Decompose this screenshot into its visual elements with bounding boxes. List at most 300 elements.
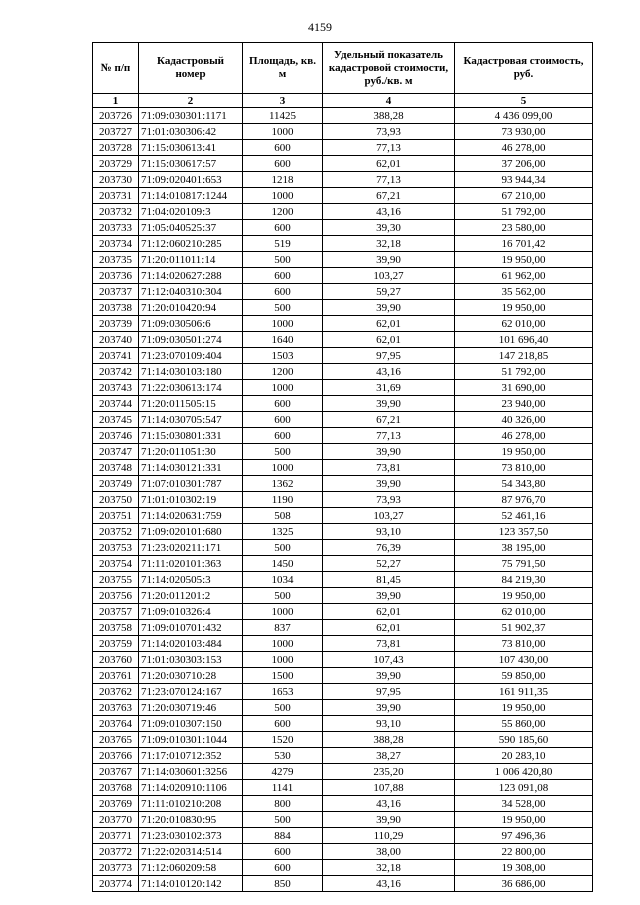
- cadastral-value-cell: 4 436 099,00: [455, 108, 593, 124]
- cadastral-number-cell: 71:17:010712:352: [139, 748, 243, 764]
- specific-value-cell: 39,90: [323, 300, 455, 316]
- row-number-cell: 203745: [93, 412, 139, 428]
- row-number-cell: 203746: [93, 428, 139, 444]
- cadastral-number-cell: 71:15:030617:57: [139, 156, 243, 172]
- table-row: [93, 604, 593, 620]
- table-row: [93, 316, 593, 332]
- cadastral-number-cell: 71:01:030303:153: [139, 652, 243, 668]
- specific-value-cell: 39,90: [323, 252, 455, 268]
- row-number-cell: 203750: [93, 492, 139, 508]
- cadastral-number-cell: 71:09:020101:680: [139, 524, 243, 540]
- row-number-cell: 203740: [93, 332, 139, 348]
- specific-value-cell: 39,90: [323, 588, 455, 604]
- area-cell: 1000: [243, 380, 323, 396]
- specific-value-cell: 39,30: [323, 220, 455, 236]
- area-cell: 1325: [243, 524, 323, 540]
- specific-value-cell: 93,10: [323, 524, 455, 540]
- column-number: 4: [323, 94, 455, 108]
- row-number-cell: 203761: [93, 668, 139, 684]
- cadastral-value-table: [92, 42, 593, 892]
- cadastral-number-cell: 71:12:040310:304: [139, 284, 243, 300]
- specific-value-cell: 93,10: [323, 716, 455, 732]
- cadastral-value-cell: 20 283,10: [455, 748, 593, 764]
- table-row: [93, 652, 593, 668]
- cadastral-number-cell: 71:09:020401:653: [139, 172, 243, 188]
- specific-value-cell: 39,90: [323, 444, 455, 460]
- area-cell: 800: [243, 796, 323, 812]
- row-number-cell: 203742: [93, 364, 139, 380]
- cadastral-number-cell: 71:14:030103:180: [139, 364, 243, 380]
- specific-value-cell: 73,81: [323, 636, 455, 652]
- table-row: [93, 764, 593, 780]
- column-number-row: [93, 94, 593, 108]
- cadastral-value-cell: 23 580,00: [455, 220, 593, 236]
- specific-value-cell: 62,01: [323, 156, 455, 172]
- specific-value-cell: 103,27: [323, 268, 455, 284]
- cadastral-number-cell: 71:11:020101:363: [139, 556, 243, 572]
- table-row: [93, 252, 593, 268]
- area-cell: 1190: [243, 492, 323, 508]
- table-row: [93, 348, 593, 364]
- area-cell: 1503: [243, 348, 323, 364]
- cadastral-number-cell: 71:15:030801:331: [139, 428, 243, 444]
- header-cadastral-number: Кадастровый номер: [139, 43, 243, 94]
- table-row: [93, 156, 593, 172]
- row-number-cell: 203733: [93, 220, 139, 236]
- cadastral-number-cell: 71:09:010326:4: [139, 604, 243, 620]
- specific-value-cell: 73,81: [323, 460, 455, 476]
- table-row: [93, 236, 593, 252]
- specific-value-cell: 77,13: [323, 172, 455, 188]
- area-cell: 519: [243, 236, 323, 252]
- row-number-cell: 203727: [93, 124, 139, 140]
- row-number-cell: 203771: [93, 828, 139, 844]
- specific-value-cell: 235,20: [323, 764, 455, 780]
- header-area: Площадь, кв. м: [243, 43, 323, 94]
- row-number-cell: 203737: [93, 284, 139, 300]
- cadastral-value-cell: 19 950,00: [455, 700, 593, 716]
- cadastral-value-cell: 84 219,30: [455, 572, 593, 588]
- specific-value-cell: 110,29: [323, 828, 455, 844]
- cadastral-value-cell: 147 218,85: [455, 348, 593, 364]
- area-cell: 1000: [243, 316, 323, 332]
- area-cell: 600: [243, 716, 323, 732]
- table-row: [93, 780, 593, 796]
- specific-value-cell: 77,13: [323, 428, 455, 444]
- table-row: [93, 220, 593, 236]
- row-number-cell: 203759: [93, 636, 139, 652]
- area-cell: 600: [243, 844, 323, 860]
- table-row: [93, 492, 593, 508]
- specific-value-cell: 38,00: [323, 844, 455, 860]
- table-row: [93, 668, 593, 684]
- cadastral-number-cell: 71:23:070124:167: [139, 684, 243, 700]
- cadastral-number-cell: 71:09:010307:150: [139, 716, 243, 732]
- row-number-cell: 203758: [93, 620, 139, 636]
- row-number-cell: 203766: [93, 748, 139, 764]
- cadastral-number-cell: 71:20:011051:30: [139, 444, 243, 460]
- table-row: [93, 204, 593, 220]
- specific-value-cell: 39,90: [323, 396, 455, 412]
- specific-value-cell: 107,43: [323, 652, 455, 668]
- area-cell: 500: [243, 540, 323, 556]
- area-cell: 600: [243, 412, 323, 428]
- table-row: [93, 636, 593, 652]
- row-number-cell: 203768: [93, 780, 139, 796]
- table-row: [93, 188, 593, 204]
- cadastral-value-cell: 62 010,00: [455, 316, 593, 332]
- specific-value-cell: 39,90: [323, 812, 455, 828]
- specific-value-cell: 52,27: [323, 556, 455, 572]
- cadastral-number-cell: 71:14:020910:1106: [139, 780, 243, 796]
- specific-value-cell: 31,69: [323, 380, 455, 396]
- cadastral-number-cell: 71:22:020314:514: [139, 844, 243, 860]
- table-row: [93, 284, 593, 300]
- area-cell: 500: [243, 588, 323, 604]
- specific-value-cell: 59,27: [323, 284, 455, 300]
- area-cell: 850: [243, 876, 323, 892]
- cadastral-value-cell: 73 930,00: [455, 124, 593, 140]
- area-cell: 600: [243, 268, 323, 284]
- row-number-cell: 203736: [93, 268, 139, 284]
- area-cell: 1000: [243, 124, 323, 140]
- row-number-cell: 203739: [93, 316, 139, 332]
- cadastral-value-cell: 19 950,00: [455, 812, 593, 828]
- specific-value-cell: 67,21: [323, 188, 455, 204]
- table-row: [93, 700, 593, 716]
- row-number-cell: 203744: [93, 396, 139, 412]
- cadastral-value-cell: 590 185,60: [455, 732, 593, 748]
- cadastral-value-cell: 87 976,70: [455, 492, 593, 508]
- table-row: [93, 860, 593, 876]
- table-row: [93, 844, 593, 860]
- specific-value-cell: 73,93: [323, 492, 455, 508]
- specific-value-cell: 43,16: [323, 796, 455, 812]
- row-number-cell: 203751: [93, 508, 139, 524]
- cadastral-value-cell: 97 496,36: [455, 828, 593, 844]
- cadastral-number-cell: 71:15:030613:41: [139, 140, 243, 156]
- cadastral-value-cell: 19 950,00: [455, 300, 593, 316]
- cadastral-value-cell: 54 343,80: [455, 476, 593, 492]
- area-cell: 1218: [243, 172, 323, 188]
- cadastral-value-cell: 34 528,00: [455, 796, 593, 812]
- cadastral-value-cell: 55 860,00: [455, 716, 593, 732]
- table-row: [93, 732, 593, 748]
- area-cell: 1000: [243, 188, 323, 204]
- area-cell: 600: [243, 220, 323, 236]
- table-row: [93, 620, 593, 636]
- area-cell: 1200: [243, 204, 323, 220]
- cadastral-number-cell: 71:20:011201:2: [139, 588, 243, 604]
- row-number-cell: 203732: [93, 204, 139, 220]
- row-number-cell: 203730: [93, 172, 139, 188]
- cadastral-number-cell: 71:23:070109:404: [139, 348, 243, 364]
- cadastral-value-cell: 62 010,00: [455, 604, 593, 620]
- row-number-cell: 203756: [93, 588, 139, 604]
- table-row: [93, 588, 593, 604]
- table-row: [93, 396, 593, 412]
- row-number-cell: 203753: [93, 540, 139, 556]
- area-cell: 600: [243, 428, 323, 444]
- area-cell: 500: [243, 444, 323, 460]
- cadastral-value-cell: 19 950,00: [455, 588, 593, 604]
- specific-value-cell: 388,28: [323, 732, 455, 748]
- area-cell: 4279: [243, 764, 323, 780]
- cadastral-value-cell: 16 701,42: [455, 236, 593, 252]
- cadastral-number-cell: 71:11:010210:208: [139, 796, 243, 812]
- row-number-cell: 203731: [93, 188, 139, 204]
- area-cell: 1000: [243, 636, 323, 652]
- row-number-cell: 203763: [93, 700, 139, 716]
- table-row: [93, 444, 593, 460]
- cadastral-value-cell: 161 911,35: [455, 684, 593, 700]
- table-row: [93, 300, 593, 316]
- cadastral-value-cell: 59 850,00: [455, 668, 593, 684]
- specific-value-cell: 38,27: [323, 748, 455, 764]
- cadastral-value-cell: 19 308,00: [455, 860, 593, 876]
- table-row: [93, 460, 593, 476]
- table-row: [93, 540, 593, 556]
- row-number-cell: 203769: [93, 796, 139, 812]
- table-row: [93, 172, 593, 188]
- area-cell: 1450: [243, 556, 323, 572]
- cadastral-number-cell: 71:01:010302:19: [139, 492, 243, 508]
- cadastral-number-cell: 71:14:030121:331: [139, 460, 243, 476]
- row-number-cell: 203757: [93, 604, 139, 620]
- area-cell: 1000: [243, 460, 323, 476]
- area-cell: 884: [243, 828, 323, 844]
- table-row: [93, 412, 593, 428]
- area-cell: 1520: [243, 732, 323, 748]
- specific-value-cell: 43,16: [323, 876, 455, 892]
- specific-value-cell: 77,13: [323, 140, 455, 156]
- specific-value-cell: 62,01: [323, 316, 455, 332]
- table-row: [93, 268, 593, 284]
- table-row: [93, 476, 593, 492]
- area-cell: 1500: [243, 668, 323, 684]
- area-cell: 1141: [243, 780, 323, 796]
- cadastral-value-cell: 22 800,00: [455, 844, 593, 860]
- specific-value-cell: 97,95: [323, 684, 455, 700]
- cadastral-value-cell: 73 810,00: [455, 460, 593, 476]
- table-row: [93, 748, 593, 764]
- specific-value-cell: 39,90: [323, 700, 455, 716]
- area-cell: 1653: [243, 684, 323, 700]
- specific-value-cell: 67,21: [323, 412, 455, 428]
- table-row: [93, 508, 593, 524]
- cadastral-number-cell: 71:20:010830:95: [139, 812, 243, 828]
- cadastral-value-cell: 19 950,00: [455, 444, 593, 460]
- specific-value-cell: 103,27: [323, 508, 455, 524]
- table-row: [93, 428, 593, 444]
- cadastral-number-cell: 71:23:020211:171: [139, 540, 243, 556]
- column-number: 2: [139, 94, 243, 108]
- row-number-cell: 203735: [93, 252, 139, 268]
- row-number-cell: 203747: [93, 444, 139, 460]
- row-number-cell: 203738: [93, 300, 139, 316]
- area-cell: 500: [243, 812, 323, 828]
- cadastral-value-cell: 61 962,00: [455, 268, 593, 284]
- row-number-cell: 203760: [93, 652, 139, 668]
- cadastral-value-cell: 35 562,00: [455, 284, 593, 300]
- table-row: [93, 332, 593, 348]
- cadastral-number-cell: 71:12:060209:58: [139, 860, 243, 876]
- area-cell: 1362: [243, 476, 323, 492]
- cadastral-number-cell: 71:14:030705:547: [139, 412, 243, 428]
- specific-value-cell: 39,90: [323, 668, 455, 684]
- cadastral-number-cell: 71:07:010301:787: [139, 476, 243, 492]
- area-cell: 600: [243, 396, 323, 412]
- area-cell: 600: [243, 156, 323, 172]
- specific-value-cell: 73,93: [323, 124, 455, 140]
- table-row: [93, 556, 593, 572]
- cadastral-value-cell: 46 278,00: [455, 140, 593, 156]
- cadastral-value-cell: 46 278,00: [455, 428, 593, 444]
- page-number: 4159: [308, 20, 332, 34]
- table-row: [93, 524, 593, 540]
- area-cell: 530: [243, 748, 323, 764]
- row-number-cell: 203729: [93, 156, 139, 172]
- cadastral-number-cell: 71:09:030501:274: [139, 332, 243, 348]
- row-number-cell: 203764: [93, 716, 139, 732]
- cadastral-number-cell: 71:05:040525:37: [139, 220, 243, 236]
- table-row: [93, 684, 593, 700]
- cadastral-value-cell: 107 430,00: [455, 652, 593, 668]
- cadastral-number-cell: 71:23:030102:373: [139, 828, 243, 844]
- row-number-cell: 203748: [93, 460, 139, 476]
- specific-value-cell: 81,45: [323, 572, 455, 588]
- row-number-cell: 203752: [93, 524, 139, 540]
- cadastral-value-cell: 123 091,08: [455, 780, 593, 796]
- cadastral-number-cell: 71:01:030306:42: [139, 124, 243, 140]
- cadastral-number-cell: 71:20:030710:28: [139, 668, 243, 684]
- area-cell: 1000: [243, 604, 323, 620]
- row-number-cell: 203774: [93, 876, 139, 892]
- cadastral-value-cell: 93 944,34: [455, 172, 593, 188]
- area-cell: 508: [243, 508, 323, 524]
- header-cadastral-value: Кадастровая стоимость, руб.: [455, 43, 593, 94]
- cadastral-value-cell: 75 791,50: [455, 556, 593, 572]
- specific-value-cell: 62,01: [323, 332, 455, 348]
- cadastral-value-cell: 37 206,00: [455, 156, 593, 172]
- cadastral-number-cell: 71:20:011011:14: [139, 252, 243, 268]
- cadastral-number-cell: 71:09:010301:1044: [139, 732, 243, 748]
- row-number-cell: 203755: [93, 572, 139, 588]
- cadastral-number-cell: 71:14:020631:759: [139, 508, 243, 524]
- table-row: [93, 572, 593, 588]
- row-number-cell: 203734: [93, 236, 139, 252]
- row-number-cell: 203772: [93, 844, 139, 860]
- cadastral-value-cell: 51 792,00: [455, 364, 593, 380]
- row-number-cell: 203754: [93, 556, 139, 572]
- area-cell: 1000: [243, 652, 323, 668]
- cadastral-number-cell: 71:12:060210:285: [139, 236, 243, 252]
- cadastral-number-cell: 71:22:030613:174: [139, 380, 243, 396]
- area-cell: 500: [243, 252, 323, 268]
- table-row: [93, 140, 593, 156]
- row-number-cell: 203765: [93, 732, 139, 748]
- cadastral-number-cell: 71:14:010817:1244: [139, 188, 243, 204]
- cadastral-number-cell: 71:14:020505:3: [139, 572, 243, 588]
- specific-value-cell: 107,88: [323, 780, 455, 796]
- cadastral-value-cell: 52 461,16: [455, 508, 593, 524]
- specific-value-cell: 62,01: [323, 604, 455, 620]
- cadastral-value-cell: 19 950,00: [455, 252, 593, 268]
- table-row: [93, 812, 593, 828]
- specific-value-cell: 32,18: [323, 236, 455, 252]
- cadastral-value-cell: 31 690,00: [455, 380, 593, 396]
- cadastral-number-cell: 71:14:030601:3256: [139, 764, 243, 780]
- cadastral-value-cell: 51 792,00: [455, 204, 593, 220]
- cadastral-number-cell: 71:04:020109:3: [139, 204, 243, 220]
- table-row: [93, 380, 593, 396]
- cadastral-number-cell: 71:20:011505:15: [139, 396, 243, 412]
- row-number-cell: 203741: [93, 348, 139, 364]
- cadastral-number-cell: 71:09:010701:432: [139, 620, 243, 636]
- cadastral-value-cell: 123 357,50: [455, 524, 593, 540]
- cadastral-number-cell: 71:09:030301:1171: [139, 108, 243, 124]
- table-header-row: [93, 43, 593, 94]
- column-number: 3: [243, 94, 323, 108]
- row-number-cell: 203767: [93, 764, 139, 780]
- cadastral-value-cell: 67 210,00: [455, 188, 593, 204]
- cadastral-value-cell: 38 195,00: [455, 540, 593, 556]
- header-row-number: № п/п: [93, 43, 139, 94]
- area-cell: 600: [243, 140, 323, 156]
- area-cell: 600: [243, 284, 323, 300]
- cadastral-number-cell: 71:14:020103:484: [139, 636, 243, 652]
- specific-value-cell: 43,16: [323, 204, 455, 220]
- area-cell: 600: [243, 860, 323, 876]
- cadastral-value-cell: 1 006 420,80: [455, 764, 593, 780]
- cadastral-value-cell: 51 902,37: [455, 620, 593, 636]
- row-number-cell: 203728: [93, 140, 139, 156]
- table-row: [93, 828, 593, 844]
- column-number: 1: [93, 94, 139, 108]
- specific-value-cell: 388,28: [323, 108, 455, 124]
- table-row: [93, 124, 593, 140]
- area-cell: 837: [243, 620, 323, 636]
- specific-value-cell: 43,16: [323, 364, 455, 380]
- specific-value-cell: 32,18: [323, 860, 455, 876]
- column-number: 5: [455, 94, 593, 108]
- row-number-cell: 203749: [93, 476, 139, 492]
- cadastral-value-cell: 36 686,00: [455, 876, 593, 892]
- cadastral-value-cell: 101 696,40: [455, 332, 593, 348]
- area-cell: 11425: [243, 108, 323, 124]
- cadastral-number-cell: 71:14:020627:288: [139, 268, 243, 284]
- area-cell: 1640: [243, 332, 323, 348]
- row-number-cell: 203743: [93, 380, 139, 396]
- cadastral-number-cell: 71:20:030719:46: [139, 700, 243, 716]
- cadastral-number-cell: 71:09:030506:6: [139, 316, 243, 332]
- cadastral-value-cell: 40 326,00: [455, 412, 593, 428]
- area-cell: 1034: [243, 572, 323, 588]
- table-row: [93, 108, 593, 124]
- table-row: [93, 364, 593, 380]
- table-row: [93, 876, 593, 892]
- specific-value-cell: 97,95: [323, 348, 455, 364]
- table-row: [93, 716, 593, 732]
- area-cell: 1200: [243, 364, 323, 380]
- specific-value-cell: 76,39: [323, 540, 455, 556]
- header-specific-value: Удельный показатель кадастровой стоимости, руб./кв. м: [323, 43, 455, 94]
- row-number-cell: 203762: [93, 684, 139, 700]
- area-cell: 500: [243, 700, 323, 716]
- row-number-cell: 203726: [93, 108, 139, 124]
- specific-value-cell: 39,90: [323, 476, 455, 492]
- specific-value-cell: 62,01: [323, 620, 455, 636]
